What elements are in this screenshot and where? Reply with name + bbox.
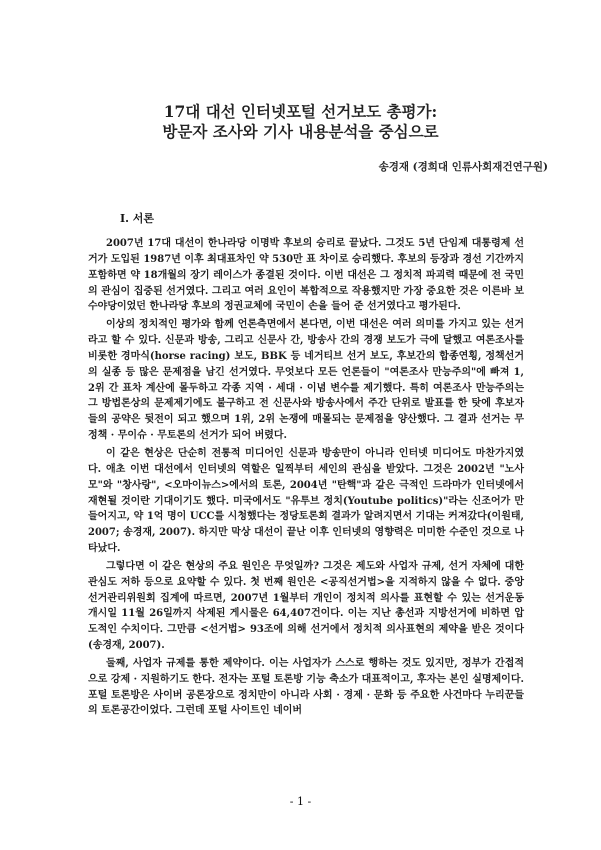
paragraph-5: 둘째, 사업자 규제를 통한 제약이다. 이는 사업자가 스스로 행하는 것도 있지만, 정부가 간접적으로 강제 · 지원하기도 한다. 전자는 포털 토론방 기능 축소가 대표적이고, 후자는 본인 실명제이다. 포털 토론방은 사이버 공론장으로 정치만이 아니라 사회 · 경제 · 문화 등 주요한 사건마다 누리꾼들의 토론공간이었다. 그런데 포털 사이트인 네이버: [88, 657, 524, 717]
title-line-2: 방문자 조사와 기사 내용분석을 중심으로: [162, 122, 439, 141]
body-text: [88, 236, 524, 721]
author-affiliation: 송경재 (경희대 인류사회재건연구원): [378, 161, 548, 173]
paragraph-2: 이상의 정치적인 평가와 함께 언론측면에서 본다면, 이번 대선은 여러 의미를 가지고 있는 선거라고 할 수 있다. 신문과 방송, 그리고 신문사 간, 방송사 간의 경쟁 보도가 극에 달했고 여론조사를 비롯한 경마식(horse racing) 보도, BBK 등 네거티브 선거 보도, 후보간의 합종연횡, 정책선거의 실종 등 많은 문제점을 남긴 선거였다. 무엇보다 모든 언론들이 "여론조사 만능주의"에 빠져 1, 2위 간 표차 계산에 몰두하고 각종 지역 · 세대 · 이념 변수를 제기했다. 특히 여론조사 만능주의는 그 방법론상의 문제제기에도 불구하고 전 신문사와 방송사에서 주간 단위로 발표를 한 탓에 후보자들의 공약은 뒷전이 되고 했으며 1위, 2위 논쟁에 매몰되는 문제점을 양산했다. 그 결과 선거는 무정책 · 무이슈 · 무토론의 선거가 되어 버렸다.: [88, 319, 524, 442]
paragraph-3: 이 같은 현상은 단순히 전통적 미디어인 신문과 방송만이 아니라 인터넷 미디어도 마찬가지였다. 애초 이번 대선에서 인터넷의 역할은 일찍부터 세인의 관심을 받았다. 그것은 2002년 "노사모"와 "창사랑", <오마이뉴스>에서의 토론, 2004년 "탄핵"과 같은 극적인 드라마가 인터넷에서 재현될 것이란 기대이기도 했다. 미국에서도 "유투브 정치(Youtube politics)"라는 신조어가 만들어지고, 약 1억 명이 UCC를 시청했다는 정당토론회 결과가 알려지면서 기대는 커져갔다(이원태, 2007; 송경재, 2007). 하지만 막상 대선이 끝난 이후 인터넷의 영향력은 미미한 수준인 것으로 나타났다.: [88, 447, 524, 555]
section-heading: I. 서론: [120, 212, 155, 225]
page-number: - 1 -: [289, 795, 312, 808]
title-line-1: 17대 대선 인터넷포털 선거보도 총평가:: [163, 102, 438, 121]
paragraph-1: 2007년 17대 대선이 한나라당 이명박 후보의 승리로 끝났다. 그것도 5년 단임제 대통령제 선거가 도입된 1987년 이후 최대표차인 약 530만 표 차이로 승리했다. 후보의 등장과 경선 기간까지 포함하면 약 18개월의 장기 레이스가 종결된 것이다. 이번 대선은 그 정치적 파괴력 때문에 전 국민의 관심이 집중된 선거였다. 그리고 여러 요인이 복합적으로 작용했지만 가장 중요한 것은 이른바 보수야당이었던 한나라당 후보의 정권교체에 국민이 손을 들어 준 선거였다고 평가된다.: [88, 238, 524, 313]
paragraph-4: 그렇다면 이 같은 현상의 주요 원인은 무엇일까? 그것은 제도와 사업자 규제, 선거 자체에 대한 관심도 저하 등으로 요약할 수 있다. 첫 번째 원인은 <공직선거법>을 지적하지 않을 수 없다. 중앙선거관리위원회 집계에 따르면, 2007년 1월부터 개인이 정치적 의사를 표현할 수 있는 선거운동 개시일 11월 26일까지 삭제된 게시물은 64,407건이다. 이는 지난 총선과 지방선거에 비하면 압도적인 수치이다. 그만큼 <선거법> 93조에 의해 선거에서 정치적 의사표현의 제약을 받은 것이다(송경재, 2007).: [88, 560, 524, 652]
